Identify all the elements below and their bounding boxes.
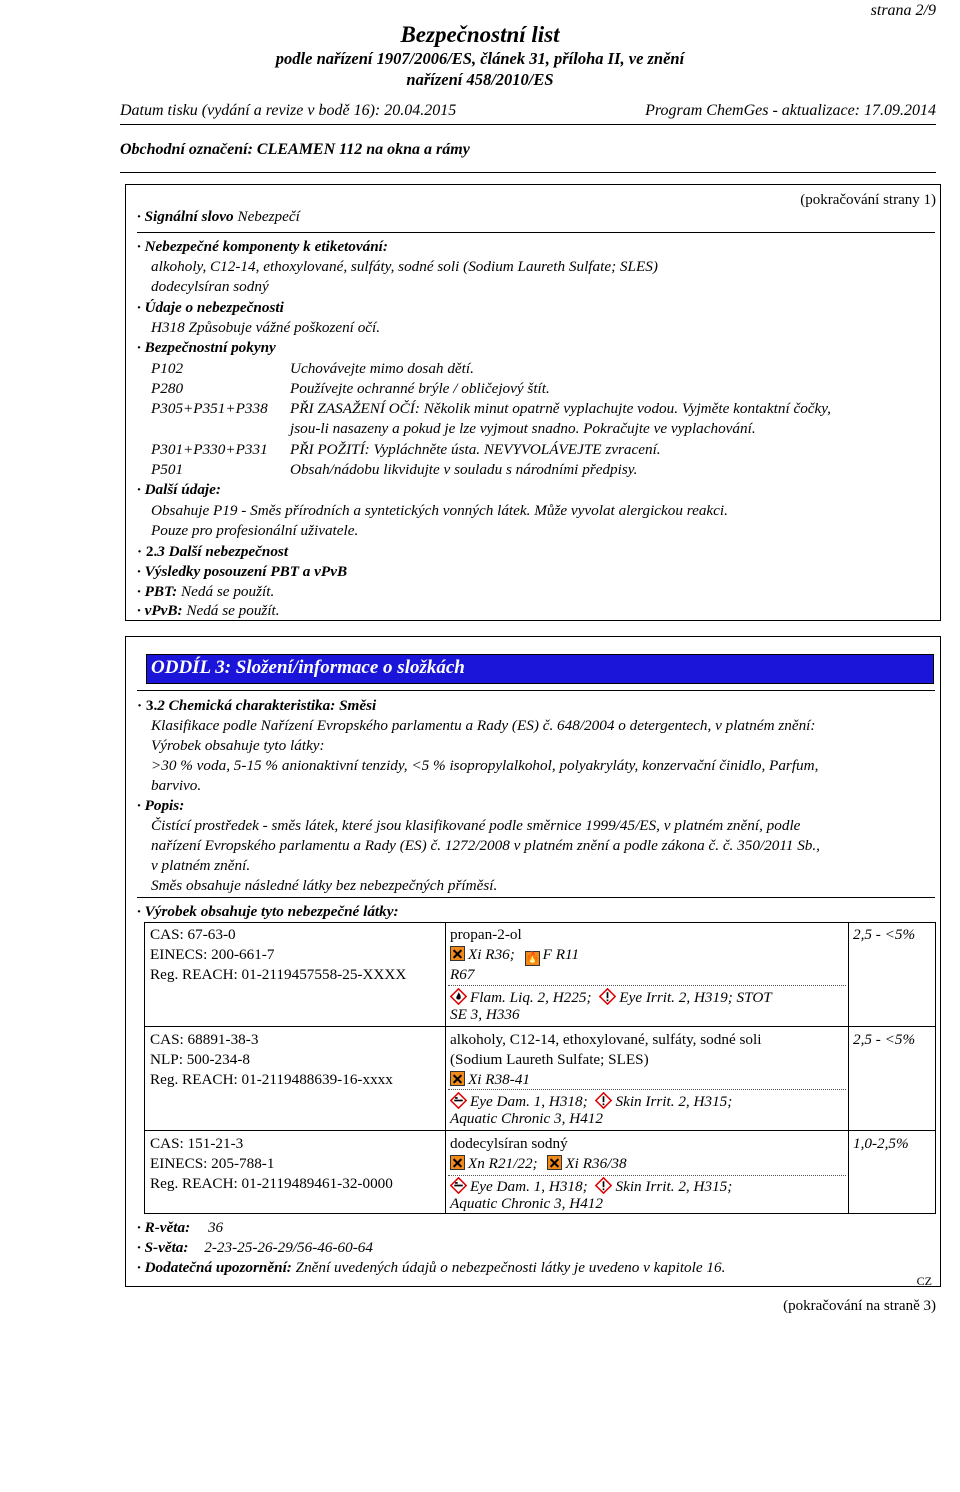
trade-name-divider [120,172,936,173]
ec-number: EINECS: 205-788-1 [150,1155,275,1172]
xi-hazard-icon [547,1155,562,1170]
dotted-divider [448,1089,846,1090]
divider [137,690,935,691]
classification-text: Klasifikace podle Nařízení Evropského parlamentu a Rady (ES) č. 648/2004 o detergentech, v platném znění: [151,717,816,734]
clp-classification-cont: Aquatic Chronic 3, H412 [450,1110,603,1127]
clp-classification: Eye Dam. 1, H318; Skin Irrit. 2, H315; [450,1092,732,1111]
substance-name-cont: (Sodium Laureth Sulfate; SLES) [450,1051,649,1068]
r-phrase-value: 36 [207,1219,224,1236]
xi-hazard-icon [450,1071,465,1086]
description-line-1: Čistící prostředek - směs látek, které jsou klasifikované podle směrnice 1999/45/ES, v platném znění, podle [151,817,801,834]
table-row-divider [144,1026,936,1027]
concentration: 2,5 - <5% [853,1031,916,1048]
contents-line-2: barvivo. [151,777,202,794]
contains-label: Výrobek obsahuje tyto látky: [151,737,325,754]
dsd-classification: Xn R21/22; Xi R36/38 [450,1155,627,1173]
table-column-divider [848,922,849,1214]
chemical-characteristics-heading [137,697,376,715]
pbt-value: Nedá se použít. [181,583,275,600]
p-text-continued: jsou-li nasazeny a pokud je lze vyjmout snadno. Pokračujte ve vyplachování. [290,420,756,437]
clp-classification-cont: SE 3, H336 [450,1006,520,1023]
regulation-line-1: podle nařízení 1907/2006/ES, článek 31, příloha II, ve znění [275,49,685,68]
table-row-divider [144,1130,936,1131]
p-text: Uchovávejte mimo dosah dětí. [290,360,474,377]
reach-number: Reg. REACH: 01-2119488639-16-xxxx [150,1071,393,1088]
flame-ghs-icon [450,988,467,1005]
flammable-icon: 🔥 [525,952,540,964]
hazard-component-1: alkoholy, C12-14, ethoxylované, sulfáty, sodné soli (Sodium Laureth Sulfate; SLES) [151,258,658,275]
p-code: P501 [151,461,184,478]
description-line-3: v platném znění. [151,857,251,874]
print-date: Datum tisku (vydání a revize v bodě 16): 20.04.2015 [120,102,457,119]
ec-number: EINECS: 200-661-7 [150,946,275,963]
language-code: CZ [916,1274,932,1288]
table-column-divider [445,922,446,1214]
dsd-classification: Xi R38-41 [450,1071,530,1089]
s-phrase-value: 2-23-25-26-29/56-46-60-64 [204,1239,373,1256]
s-phrase-line [137,1239,373,1257]
substance-name: propan-2-ol [450,926,522,943]
reach-number: Reg. REACH: 01-2119457558-25-XXXX [150,966,407,983]
continued-to: (pokračování na straně 3) [783,1298,936,1314]
cas-number: CAS: 67-63-0 [150,926,236,943]
r-phrase-label: · R-věta: [137,1219,191,1236]
additional-note-value: Znění uvedených údajů o nebezpečnosti látky je uvedeno v kapitole 16. [295,1259,726,1276]
signal-word-value: Nebezpečí [237,208,300,225]
dsd-classification-cont: R67 [450,966,475,983]
p-code: P280 [151,380,184,397]
hazard-info-label: · Údaje o nebezpečnosti [137,299,284,316]
concentration: 1,0-2,5% [853,1135,909,1152]
xn-hazard-icon [450,1155,465,1170]
clp-classification: Flam. Liq. 2, H225; Eye Irrit. 2, H319; STOT [450,988,772,1007]
other-hazards-label: 3 Další nebezpečnost [157,543,289,560]
pbt-line [137,583,274,601]
dsd-classification: Xi R36; 🔥 F R11 [450,946,579,966]
program-version: Program ChemGes - aktualizace: 17.09.2014 [645,102,936,119]
dotted-divider [448,985,846,986]
chemical-characteristics-label: 2 Chemická charakteristika: Směsi [157,697,377,714]
description-line-4: Směs obsahuje následné látky bez nebezpečných příměsí. [151,877,498,894]
xi-hazard-icon [450,946,465,961]
section-number: · 3. [137,697,158,714]
additional-note-line [137,1259,725,1277]
vpvb-label: · vPvB: [137,602,183,619]
hazard-components-label: · Nebezpečné komponenty k etiketování: [137,238,388,255]
page-number: strana 2/9 [870,2,936,19]
dangerous-substances-label: · Výrobek obsahuje tyto nebezpečné látky: [137,903,399,920]
continued-from: (pokračování strany 1) [800,192,936,208]
exclamation-ghs-icon [595,1177,612,1194]
clp-classification-cont: Aquatic Chronic 3, H412 [450,1195,603,1212]
vpvb-line [137,602,280,620]
other-hazards-heading [137,543,288,561]
exclamation-ghs-icon [599,988,616,1005]
dotted-divider [448,1175,846,1176]
cas-number: CAS: 68891-38-3 [150,1031,259,1048]
p-text: PŘI POŽITÍ: Vypláchněte ústa. NEVYVOLÁVEJTE zvracení. [290,441,661,458]
pbt-results-label: · Výsledky posouzení PBT a vPvB [137,563,348,580]
divider [137,897,935,898]
divider [137,232,935,233]
p-code: P301+P330+P331 [151,441,268,458]
hazard-component-2: dodecylsíran sodný [151,278,269,295]
corrosion-ghs-icon [450,1092,467,1109]
description-line-2: nařízení Evropského parlamentu a Rady (ES) č. 1272/2008 v platném znění a podle zákona č. č. 350/2011 Sb., [151,837,820,854]
contents-line-1: >30 % voda, 5-15 % anionaktivní tenzidy, <5 % isopropylalkohol, polyakryláty, konzervační činidlo, Parfum, [151,757,819,774]
concentration: 2,5 - <5% [853,926,916,943]
r-phrase-line [137,1219,223,1237]
substance-name: alkoholy, C12-14, ethoxylované, sulfáty, sodné soli [450,1031,762,1048]
regulation-line-2: nařízení 458/2010/ES [406,70,554,89]
description-label: · Popis: [137,797,185,814]
precautionary-label: · Bezpečnostní pokyny [137,339,276,356]
other-info-2: Pouze pro profesionální uživatele. [151,522,359,539]
p-text: Používejte ochranné brýle / obličejový štít. [290,380,550,397]
p-code: P102 [151,360,184,377]
signal-word-label: · Signální slovo [137,208,234,225]
substance-name: dodecylsíran sodný [450,1135,568,1152]
other-info-1: Obsahuje P19 - Směs přírodních a syntetických vonných látek. Může vyvolat alergickou reakci. [151,502,728,519]
p-text: Obsah/nádobu likvidujte v souladu s národními předpisy. [290,461,638,478]
signal-word-line [137,208,300,226]
p-text: PŘI ZASAŽENÍ OČÍ: Několik minut opatrně vyplachujte vodou. Vyjměte kontaktní čočky, [290,400,831,417]
exclamation-ghs-icon [595,1092,612,1109]
document-title: Bezpečnostní list [400,22,560,47]
reach-number: Reg. REACH: 01-2119489461-32-0000 [150,1175,393,1192]
header-divider [120,124,936,125]
p-code: P305+P351+P338 [151,400,268,417]
section-number: · 2. [137,543,158,560]
section-3-title: ODDÍL 3: Složení/informace o složkách [151,657,465,678]
additional-note-label: · Dodatečná upozornění: [137,1259,292,1276]
hazard-statement-h318: H318 Způsobuje vážné poškození očí. [151,319,381,336]
cas-number: CAS: 151-21-3 [150,1135,244,1152]
trade-name: Obchodní označení: CLEAMEN 112 na okna a rámy [120,141,470,158]
pbt-label: · PBT: [137,583,178,600]
vpvb-value: Nedá se použít. [186,602,280,619]
s-phrase-label: · S-věta: [137,1239,189,1256]
corrosion-ghs-icon [450,1177,467,1194]
clp-classification: Eye Dam. 1, H318; Skin Irrit. 2, H315; [450,1177,732,1196]
section-3-header [146,654,934,684]
nlp-number: NLP: 500-234-8 [150,1051,250,1068]
other-info-label: · Další údaje: [137,481,221,498]
